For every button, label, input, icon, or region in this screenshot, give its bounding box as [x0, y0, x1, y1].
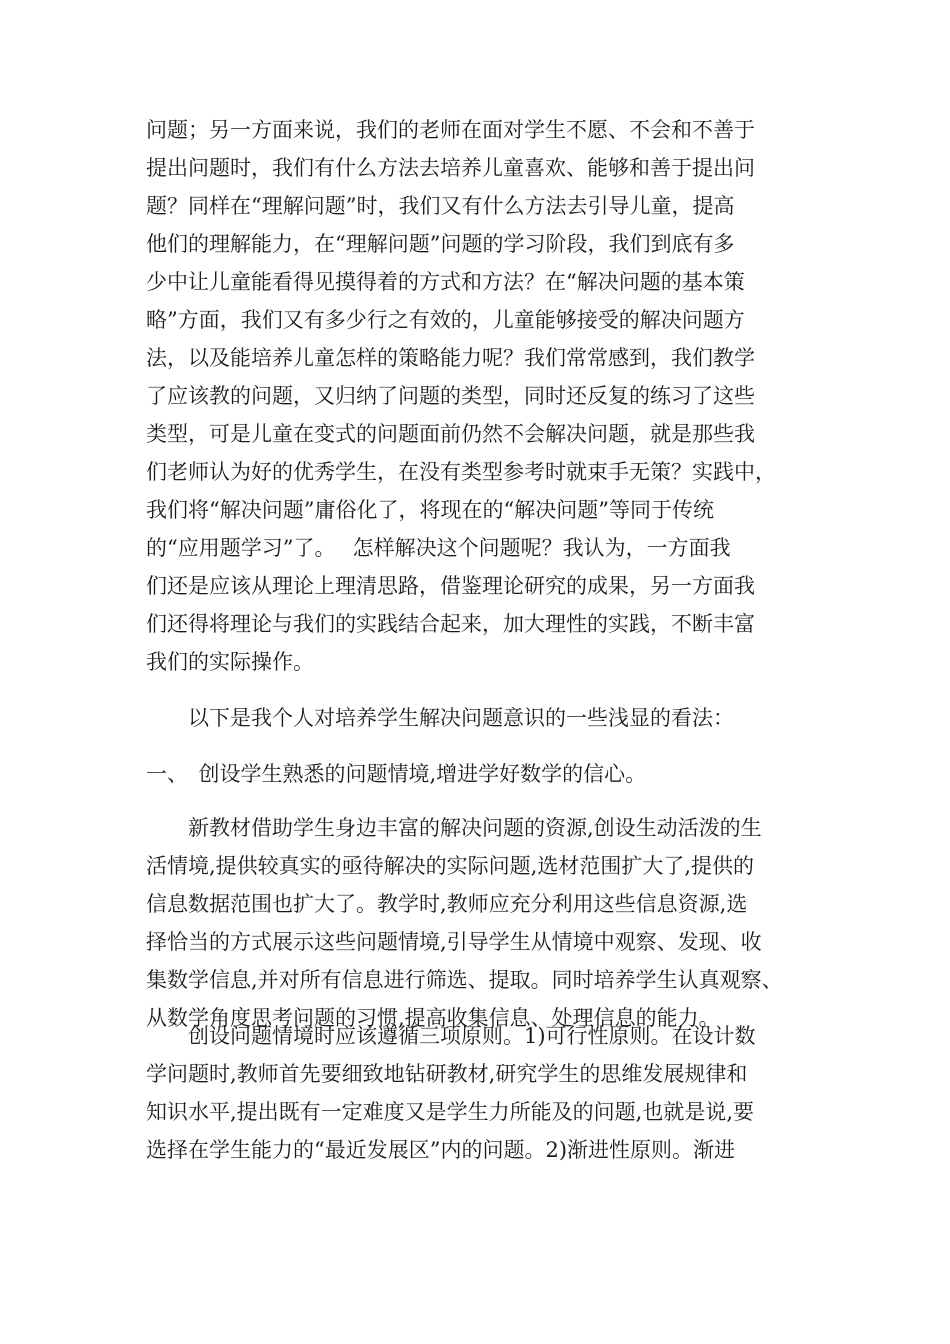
text-line: 们还得将理论与我们的实践结合起来，加大理性的实践，不断丰富: [146, 612, 755, 636]
text-line: 集数学信息,并对所有信息进行筛选、提取。同时培养学生认真观察、: [146, 968, 783, 992]
text-line: 提出问题时，我们有什么方法去培养儿童喜欢、能够和善于提出问: [146, 156, 755, 180]
text-line: 题？同样在“理解问题”时，我们又有什么方法去引导儿童，提高: [146, 194, 735, 218]
text-line: 择恰当的方式展示这些问题情境,引导学生从情境中观察、发现、收: [146, 930, 762, 954]
text-line: 的“应用题学习”了。 怎样解决这个问题呢？我认为，一方面我: [146, 536, 731, 560]
text-line: 新教材借助学生身边丰富的解决问题的资源,创设生动活泼的生: [146, 816, 762, 840]
text-line: 略”方面，我们又有多少行之有效的，儿童能够接受的解决问题方: [146, 308, 745, 332]
section-heading-one: [146, 755, 836, 793]
text-line: 我们将“解决问题”庸俗化了，将现在的“解决问题”等同于传统: [146, 498, 714, 522]
text-line: 少中让儿童能看得见摸得着的方式和方法？在“解决问题的基本策: [146, 270, 745, 294]
text-line: 我们的实际操作。: [146, 650, 314, 674]
text-line: 问题；另一方面来说，我们的老师在面对学生不愿、不会和不善于: [146, 118, 755, 142]
heading-line: 一、 创设学生熟悉的问题情境,增进学好数学的信心。: [146, 762, 647, 786]
text-line: 法，以及能培养儿童怎样的策略能力呢？我们常常感到，我们教学: [146, 346, 755, 370]
text-line: 信息数据范围也扩大了。教学时,教师应充分利用这些信息资源,选: [146, 892, 748, 916]
text-line: 们老师认为好的优秀学生，在没有类型参考时就束手无策？实践中，: [146, 460, 776, 484]
text-line: 从数学角度思考问题的习惯,提高收集信息、处理信息的能力。: [146, 1006, 720, 1030]
text-line: 选择在学生能力的“最近发展区”内的问题。2)渐进性原则。渐进: [146, 1138, 736, 1162]
text-line: 以下是我个人对培养学生解决问题意识的一些浅显的看法：: [146, 706, 734, 730]
text-line: 创设问题情境时应该遵循三项原则。1)可行性原则。在设计数: [146, 1024, 756, 1048]
paragraph-new-textbook: [146, 809, 836, 1037]
paragraph-problem-discussion: [146, 111, 836, 681]
text-line: 他们的理解能力，在“理解问题”问题的学习阶段，我们到底有多: [146, 232, 735, 256]
text-line: 知识水平,提出既有一定难度又是学生力所能及的问题,也就是说,要: [146, 1100, 755, 1124]
text-line: 类型，可是儿童在变式的问题面前仍然不会解决问题，就是那些我: [146, 422, 755, 446]
text-line: 活情境,提供较真实的亟待解决的实际问题,选材范围扩大了,提供的: [146, 854, 755, 878]
text-line: 了应该教的问题，又归纳了问题的类型，同时还反复的练习了这些: [146, 384, 755, 408]
paragraph-three-principles: [146, 1017, 836, 1169]
text-line: 学问题时,教师首先要细致地钻研教材,研究学生的思维发展规律和: [146, 1062, 748, 1086]
text-line: 们还是应该从理论上理清思路，借鉴理论研究的成果，另一方面我: [146, 574, 755, 598]
paragraph-intro-opinions: [146, 699, 836, 737]
